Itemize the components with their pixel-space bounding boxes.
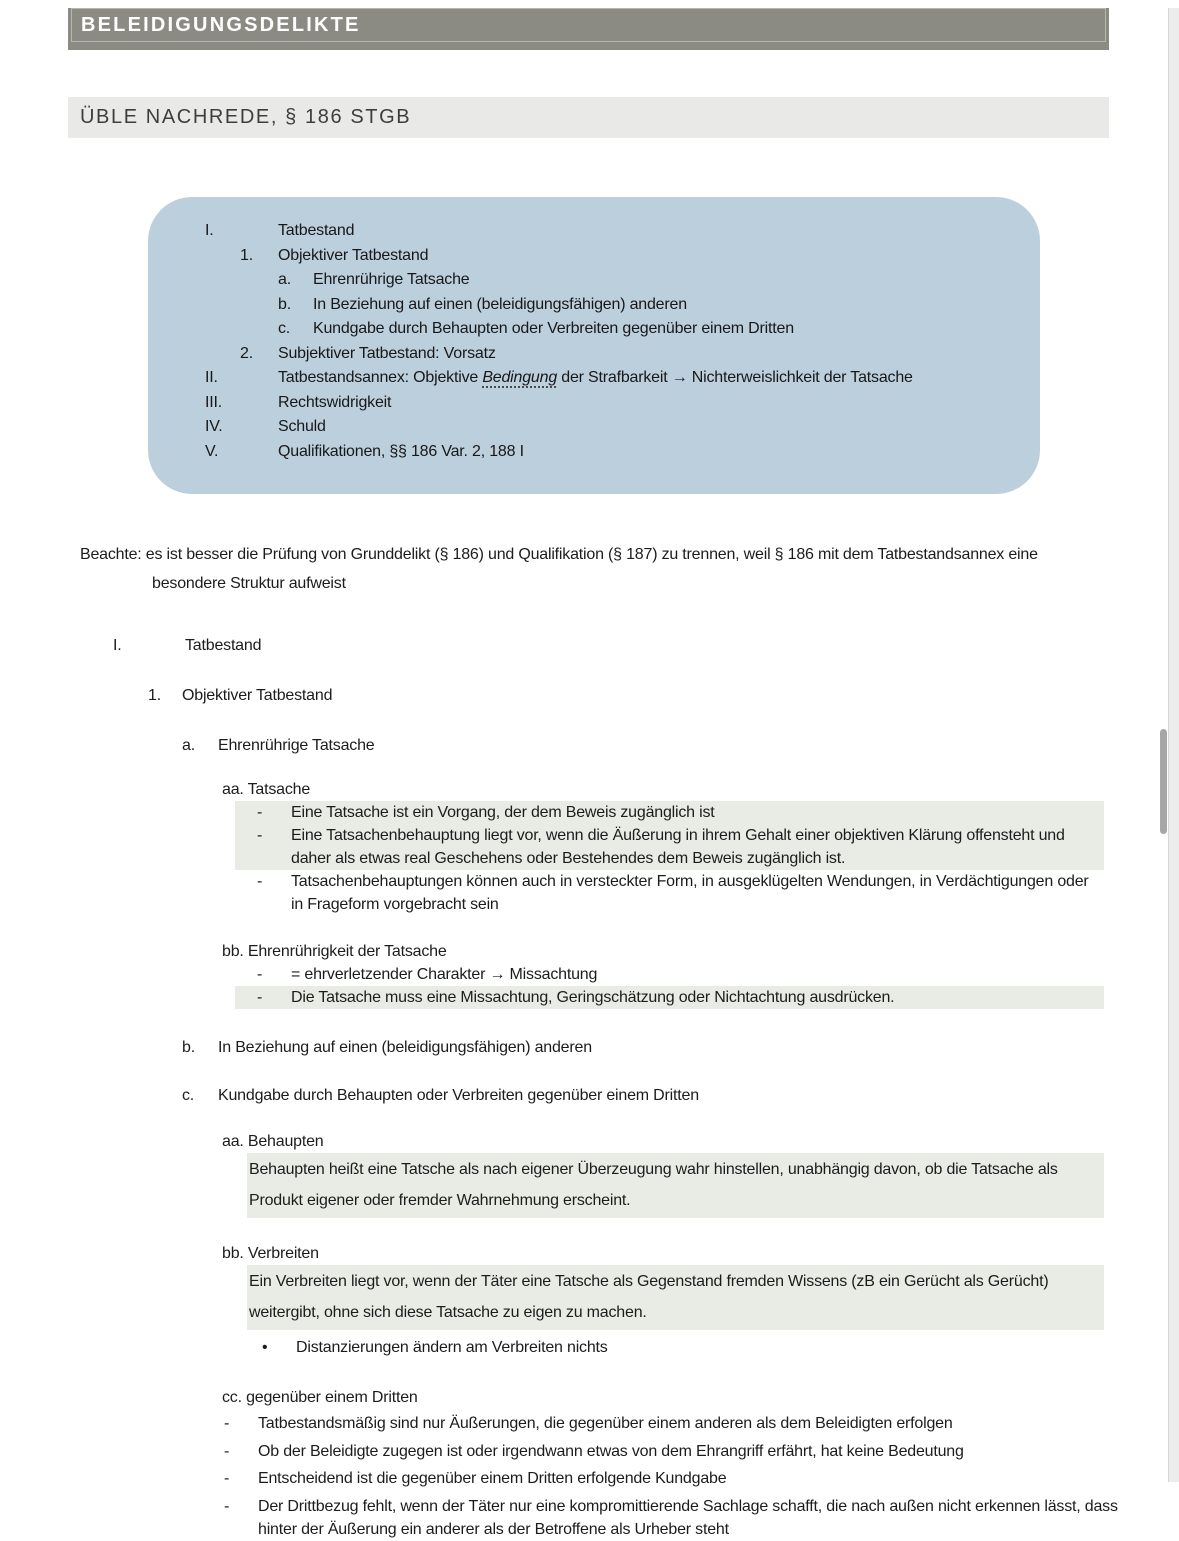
list-item-text: Entscheidend ist die gegenüber einem Dritten erfolgende Kundgabe [258,1470,727,1487]
scheme-item [148,244,1010,269]
scheme-item-marker: I. [205,222,214,239]
list-item [235,986,1104,1009]
scheme-item-label: Ehrenrührige Tatsache [313,271,470,288]
dash-marker: - [257,804,263,821]
dash-marker: - [257,873,263,890]
definition-behaupten: Behaupten heißt eine Tatsche als nach eigener Überzeugung wahr hinstellen, unabhängig davon, ob die Tatsache als Produkt eigener oder fremder Wahrnehmung erscheint. [247,1153,1104,1218]
bb-ehrenruehrigkeit-list [235,963,1104,1009]
outline-heading-marker: a. [182,737,195,754]
scheme-item-label: Objektiver Tatbestand [278,246,429,264]
scheme-item-label [278,366,913,391]
dash-marker: - [224,1470,230,1487]
outline-heading-marker: I. [113,637,122,654]
outline-heading-objektiver-tatbestand [148,684,1179,707]
scheme-item-label: Tatbestand [278,222,355,239]
scheme-item [148,366,1010,391]
scheme-item-marker: III. [205,393,222,411]
list-item [222,1467,1122,1490]
outline-heading-label: Tatbestand [185,637,262,654]
scheme-item-marker: b. [278,295,291,313]
list-item-text: Ob der Beleidigte zugegen ist oder irgendwann etwas von dem Ehrangriff erfährt, hat keine Bedeutung [258,1442,964,1460]
scheme-item-label: Subjektiver Tatbestand: Vorsatz [278,344,496,362]
outline-heading-marker: c. [182,1087,195,1104]
outline-heading-label: Kundgabe durch Behaupten oder Verbreiten gegenüber einem Dritten [218,1087,699,1104]
document-title: BELEIDIGUNGSDELIKTE [81,13,361,36]
scheme-item-marker: a. [278,271,291,288]
scheme-item-emphasis: Bedingung [482,369,558,386]
scheme-item [148,317,1010,342]
list-item [235,870,1104,916]
list-item [222,1412,1122,1435]
section-heading: ÜBLE NACHREDE, § 186 STGB [80,106,412,128]
dash-marker: - [257,966,263,983]
outline-heading-label: Objektiver Tatbestand [182,687,333,704]
scheme-item-text-after: der Strafbarkeit → Nichterweislichkeit der Tatsache [557,369,913,386]
outline-heading-label: In Beziehung auf einen (beleidigungsfähigen) anderen [218,1039,592,1056]
list-item-text: Tatbestandsmäßig sind nur Äußerungen, die gegenüber einem anderen als dem Beleidigten erfolgen [258,1415,953,1432]
scheme-item-marker: c. [278,320,291,337]
document-title-bar [68,8,1109,50]
outline-heading-beziehung [182,1036,1179,1059]
list-item-text: Der Drittbezug fehlt, wenn der Täter nur eine kompromittierende Sachlage schafft, die nach außen nicht erkennen lässt, dass hinter der Äußerung ein anderer als der Betroffene als Urheber steht [258,1497,1118,1538]
sub-heading-aa-behaupten: aa. Behaupten [222,1133,324,1150]
list-item-text: = ehrverletzender Charakter → Missachtung [291,966,598,983]
scheme-item-text-before: Tatbestandsannex: Objektive [278,369,483,386]
list-item-text: Eine Tatsachenbehauptung liegt vor, wenn die Äußerung in ihrem Gehalt einer objektiven Klärung offensteht und daher als etwas real Geschehens oder Bestehendes dem Beweis zugänglich ist. [291,827,1065,867]
scheme-item [148,440,1010,465]
list-item [222,1495,1122,1541]
scheme-item-label: Qualifikationen, §§ 186 Var. 2, 188 I [278,442,524,460]
scheme-item-label: Kundgabe durch Behaupten oder Verbreiten gegenüber einem Dritten [313,320,794,337]
bullet-item-text: Distanzierungen ändern am Verbreiten nichts [296,1339,608,1356]
scheme-item-label: In Beziehung auf einen (beleidigungsfähigen) anderen [313,295,687,313]
scheme-overview-box [148,197,1040,494]
scrollbar-track[interactable] [1168,8,1179,1482]
sub-heading-bb-ehrenruehrigkeit: bb. Ehrenrührigkeit der Tatsache [222,943,447,960]
scheme-item-marker: II. [205,369,218,386]
list-item [235,824,1104,870]
title-bar-inner-frame [71,8,1106,42]
list-item [235,801,1104,824]
cc-dritten-list [222,1412,1122,1541]
list-item-text: Eine Tatsache ist ein Vorgang, der dem Beweis zugänglich ist [291,804,715,821]
sub-heading-bb-verbreiten: bb. Verbreiten [222,1245,319,1262]
scheme-item-label: Rechtswidrigkeit [278,393,392,411]
scheme-item-marker: IV. [205,418,223,435]
note-paragraph: Beachte: es ist besser die Prüfung von Grunddelikt (§ 186) und Qualifikation (§ 187) zu trennen, weil § 186 mit dem Tatbestandsannex eine besondere Struktur aufweist [80,546,1038,592]
dash-marker: - [257,827,263,844]
outline-heading-kundgabe [182,1084,1179,1107]
sub-heading-cc-dritten: cc. gegenüber einem Dritten [222,1389,418,1406]
aa-tatsache-list [235,801,1104,916]
list-item [222,1440,1122,1463]
scheme-item [148,268,1010,293]
outline-heading-marker: b. [182,1039,195,1056]
list-item [235,963,1104,986]
scheme-item-marker: V. [205,442,219,460]
scheme-item [148,219,1010,244]
dash-marker: - [224,1442,230,1460]
list-item-text: Die Tatsache muss eine Missachtung, Geringschätzung oder Nichtachtung ausdrücken. [291,989,895,1006]
scheme-item-label: Schuld [278,418,326,435]
scheme-item [148,415,1010,440]
dash-marker: - [224,1415,230,1432]
bullet-item [247,1336,1104,1359]
list-item-text: Tatsachenbehauptungen können auch in versteckter Form, in ausgeklügelten Wendungen, in Verdächtigungen oder in Frageform vorgebracht sein [291,873,1089,913]
bullet-marker: • [262,1339,268,1356]
document-page [0,8,1179,1538]
definition-verbreiten: Ein Verbreiten liegt vor, wenn der Täter eine Tatsche als Gegenstand fremden Wissens (zB ein Gerücht als Gerücht) weitergibt, ohne sich diese Tatsache zu eigen zu machen. [247,1265,1104,1330]
scheme-item [148,391,1010,416]
dash-marker: - [257,989,263,1006]
sub-heading-aa-tatsache: aa. Tatsache [222,781,311,798]
scheme-item-marker: 2. [240,344,253,362]
scheme-item [148,293,1010,318]
outline-heading-ehrenruehrige-tatsache [182,734,1179,757]
dash-marker: - [224,1497,230,1515]
section-heading-bar [68,97,1109,138]
scheme-item [148,342,1010,367]
outline-heading-tatbestand [113,634,1179,657]
outline-heading-marker: 1. [148,687,161,704]
outline-heading-label: Ehrenrührige Tatsache [218,737,375,754]
scrollbar-thumb[interactable] [1160,729,1167,834]
scheme-item-marker: 1. [240,246,253,264]
